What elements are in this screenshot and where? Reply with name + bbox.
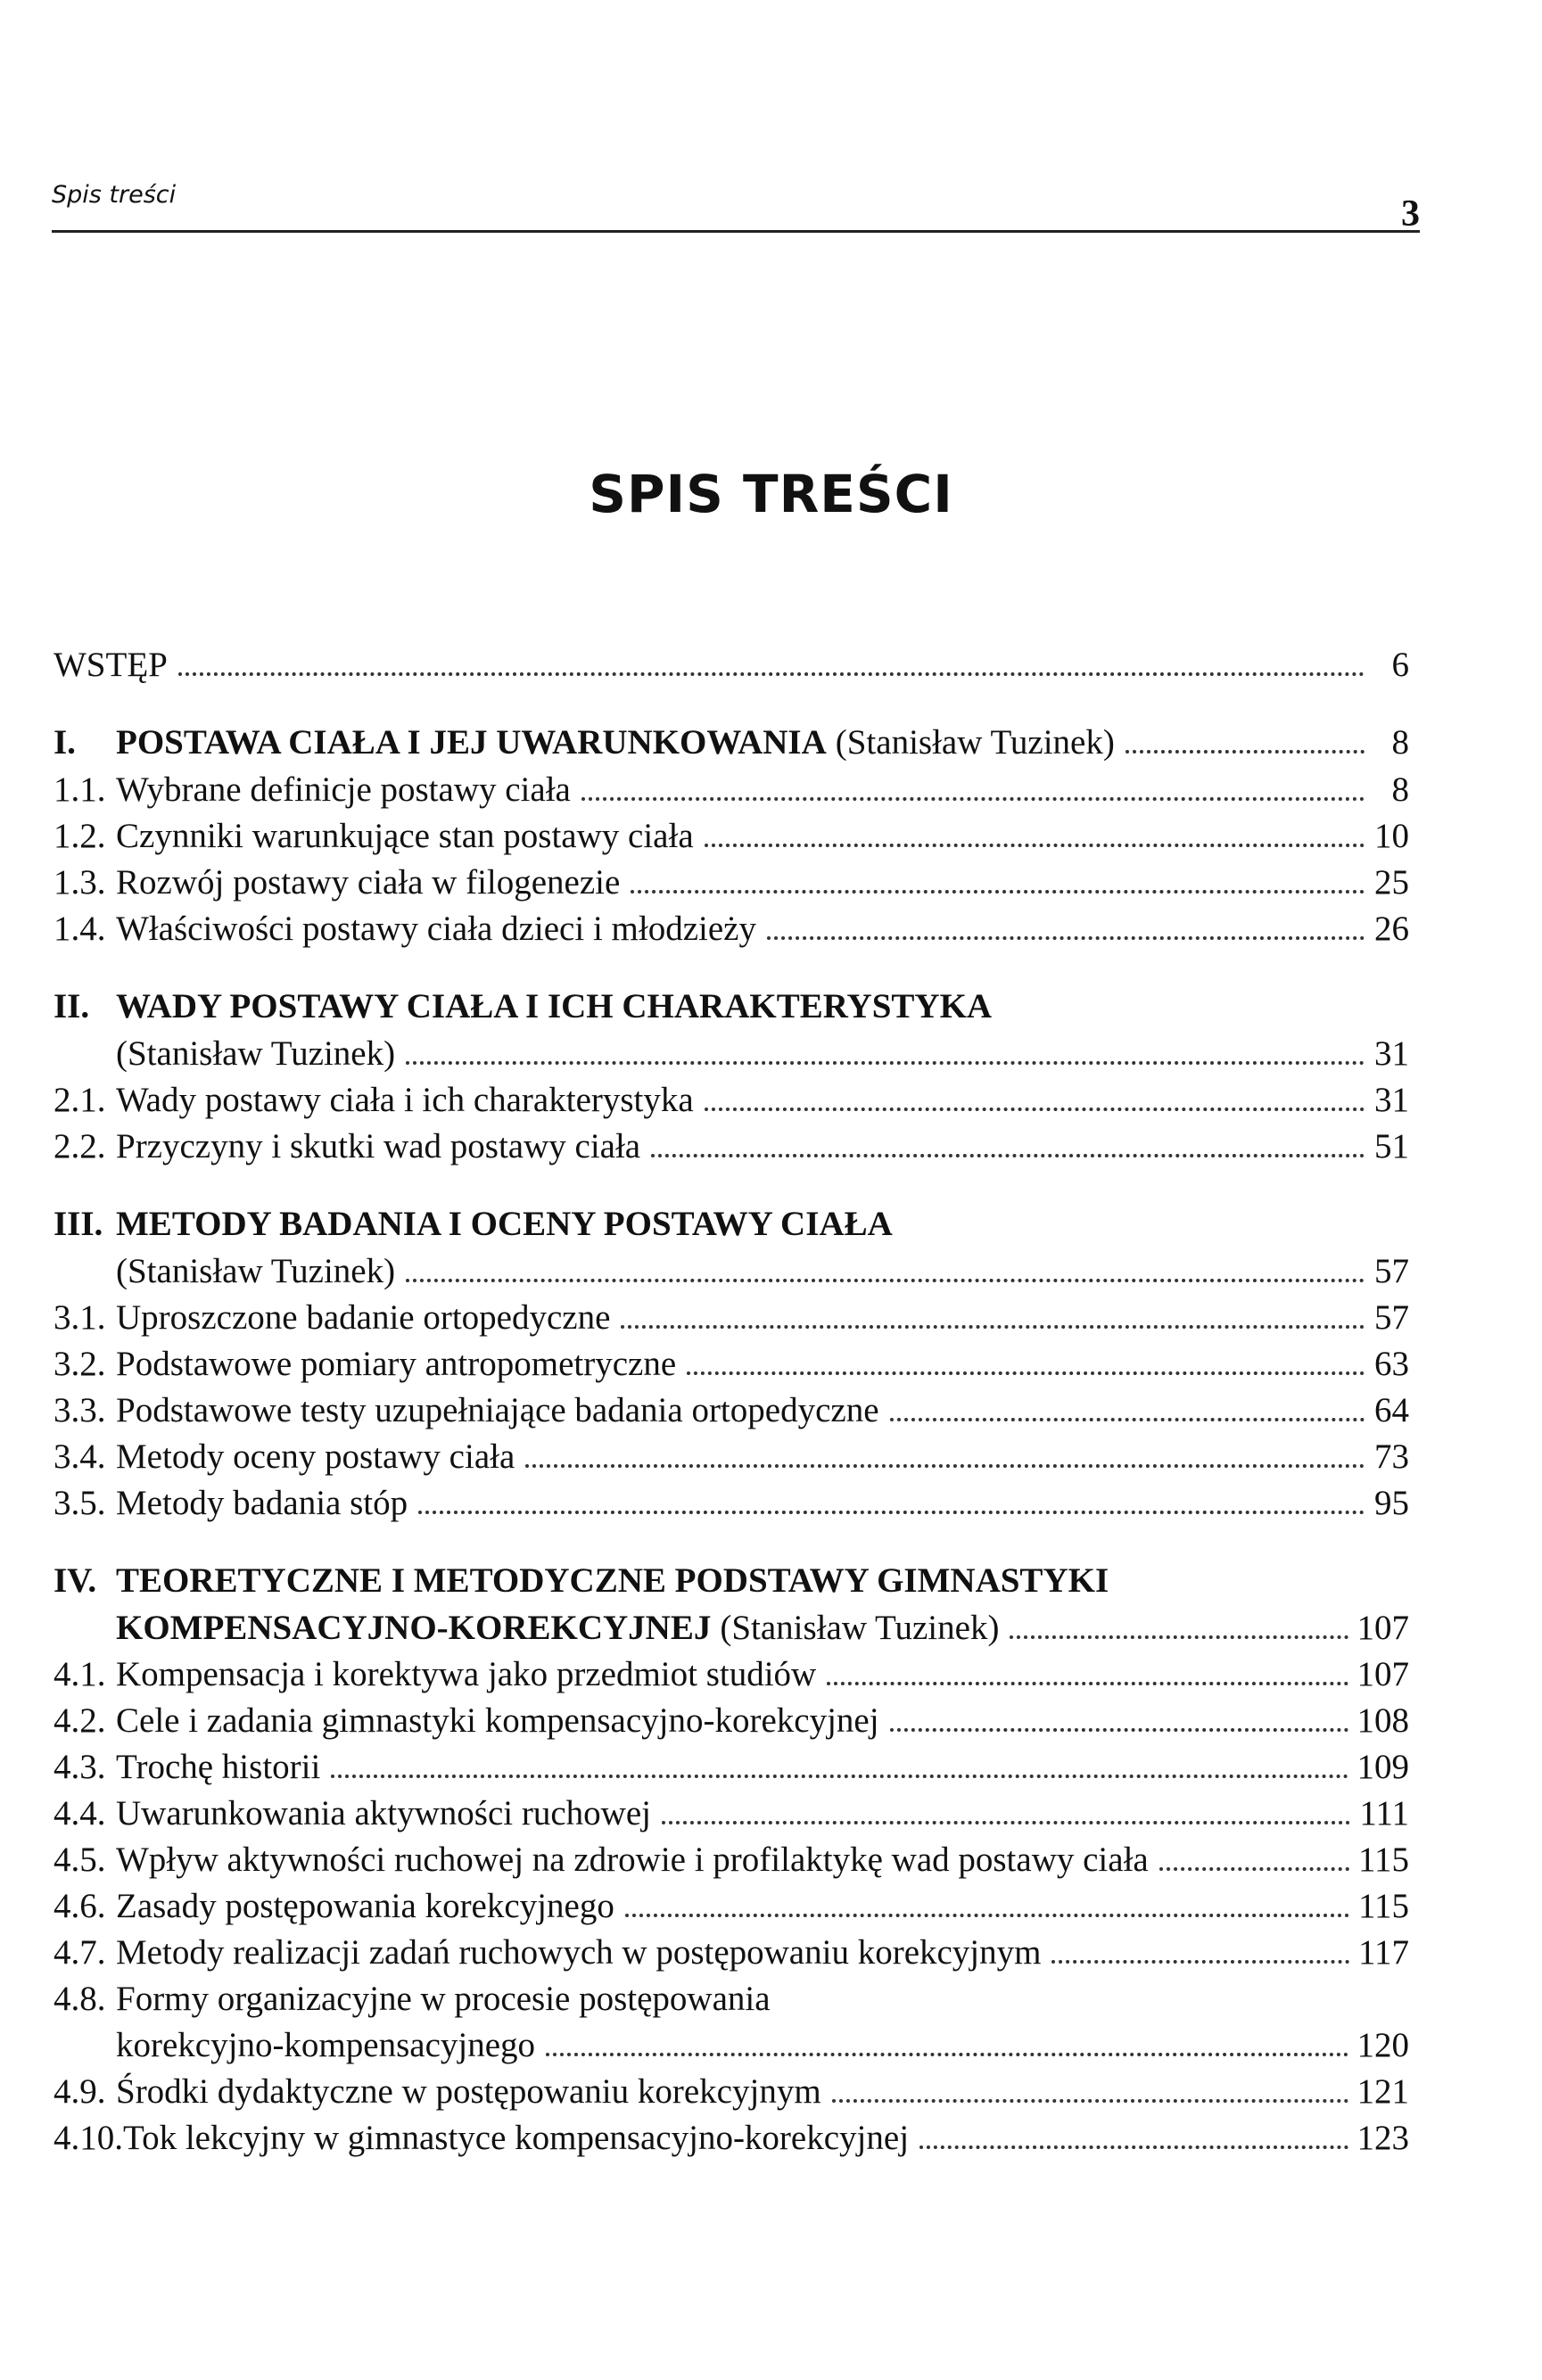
section-page: 10	[1374, 817, 1409, 855]
section-title-line2: korekcyjno-kompensacyjnego	[116, 2026, 536, 2064]
chapter-heading	[54, 1200, 1409, 1248]
leader-dots	[705, 844, 1365, 847]
section-title: Uwarunkowania aktywności ruchowej	[116, 1794, 651, 1832]
section-number: 4.3.	[54, 1748, 106, 1786]
toc-entry-page: 107	[1356, 1609, 1409, 1647]
leader-dots	[651, 1154, 1365, 1157]
section-page: 31	[1374, 1081, 1409, 1119]
section-number: 1.4.	[54, 910, 106, 948]
running-title: Spis treści	[52, 181, 177, 209]
chapter-author: (Stanisław Tuzinek)	[720, 1609, 1000, 1647]
section-number: 4.1.	[54, 1655, 106, 1693]
toc-section	[54, 906, 1409, 952]
section-page: 111	[1359, 1794, 1409, 1832]
section-title: Zasady postępowania korekcyjnego	[116, 1887, 614, 1925]
section-page: 108	[1356, 1701, 1409, 1740]
section-page: 121	[1356, 2072, 1409, 2111]
section-page: 115	[1357, 1887, 1409, 1925]
chapter-title: TEORETYCZNE I METODYCZNE PODSTAWY GIMNASTYKI	[116, 1561, 1109, 1600]
section-number: 4.6.	[54, 1887, 106, 1925]
leader-dots	[631, 890, 1365, 894]
section-page: 123	[1356, 2119, 1409, 2157]
toc-chapter-3	[54, 1200, 1409, 1527]
section-page: 57	[1374, 1298, 1409, 1337]
section-title: Przyczyny i skutki wad postawy ciała	[116, 1127, 641, 1165]
toc-entry-page: 57	[1374, 1252, 1409, 1290]
toc-entry	[54, 642, 1409, 688]
toc-section	[54, 1698, 1409, 1744]
toc-section	[54, 2115, 1409, 2162]
chapter-author-line	[54, 1031, 1409, 1077]
section-title: Tok lekcyjny w gimnastyce kompensacyjno-korekcyjnej	[123, 2119, 910, 2157]
section-title: Kompensacja i korektywa jako przedmiot studiów	[116, 1655, 817, 1693]
toc-section-continued	[54, 2022, 1409, 2069]
toc-entry-title: WSTĘP	[54, 646, 168, 684]
leader-dots	[890, 1728, 1348, 1732]
toc-section	[54, 1077, 1409, 1124]
section-title: Podstawowe testy uzupełniające badania ortopedyczne	[116, 1391, 879, 1429]
section-title: Metody realizacji zadań ruchowych w postępowaniu korekcyjnym	[116, 1933, 1042, 1972]
leader-dots	[1126, 750, 1365, 754]
page-number: 3	[1401, 194, 1420, 235]
section-number: 2.1.	[54, 1081, 106, 1119]
leader-dots	[546, 2053, 1348, 2056]
leader-dots	[1010, 1635, 1348, 1639]
section-number: 4.10.	[54, 2119, 123, 2157]
section-title: Formy organizacyjne w procesie postępowania	[116, 1980, 771, 2018]
section-number: 4.7.	[54, 1933, 106, 1972]
chapter-number: III.	[54, 1205, 103, 1243]
leader-dots	[662, 1821, 1350, 1824]
toc-chapter-1	[54, 719, 1409, 952]
toc-section	[54, 860, 1409, 906]
section-page: 8	[1391, 770, 1409, 809]
toc-section	[54, 1791, 1409, 1837]
section-number: 3.3.	[54, 1391, 106, 1429]
toc-section	[54, 1295, 1409, 1341]
chapter-number: IV.	[54, 1561, 97, 1600]
toc-section	[54, 1124, 1409, 1170]
chapter-number: I.	[54, 723, 76, 762]
chapter-number: II.	[54, 987, 90, 1025]
toc-section	[54, 1341, 1409, 1388]
leader-dots	[705, 1108, 1365, 1111]
toc-section	[54, 1434, 1409, 1480]
section-number: 2.2.	[54, 1127, 106, 1165]
leader-dots	[178, 672, 1365, 676]
section-title: Metody oceny postawy ciała	[116, 1437, 515, 1476]
page-title: SPIS TREŚCI	[589, 464, 953, 524]
section-number: 1.2.	[54, 817, 106, 855]
section-number: 1.3.	[54, 863, 106, 902]
section-title: Podstawowe pomiary antropometryczne	[116, 1345, 677, 1383]
leader-dots	[331, 1775, 1348, 1778]
section-title: Wybrane definicje postawy ciała	[116, 770, 571, 809]
leader-dots	[406, 1061, 1365, 1065]
chapter-title: WADY POSTAWY CIAŁA I ICH CHARAKTERYSTYKA	[116, 987, 993, 1025]
section-page: 107	[1356, 1655, 1409, 1693]
section-page: 25	[1374, 863, 1409, 902]
section-title: Rozwój postawy ciała w filogenezie	[116, 863, 621, 902]
leader-dots	[832, 2099, 1348, 2103]
toc-section	[54, 1480, 1409, 1527]
chapter-heading	[54, 719, 1409, 767]
section-page: 117	[1357, 1933, 1409, 1972]
toc-section	[54, 1930, 1409, 1976]
table-of-contents	[54, 642, 1409, 2192]
section-page: 120	[1356, 2026, 1409, 2064]
leader-dots	[890, 1418, 1365, 1421]
chapter-title: POSTAWA CIAŁA I JEJ UWARUNKOWANIA	[116, 723, 827, 762]
toc-section	[54, 1837, 1409, 1883]
toc-section	[54, 1883, 1409, 1930]
toc-entry-page: 6	[1391, 646, 1409, 684]
leader-dots	[1051, 1960, 1348, 1964]
toc-section	[54, 1651, 1409, 1698]
leader-dots	[621, 1325, 1365, 1329]
section-number: 3.2.	[54, 1345, 106, 1383]
section-number: 4.9.	[54, 2072, 106, 2111]
toc-section	[54, 1976, 1409, 2022]
toc-section	[54, 1388, 1409, 1434]
leader-dots	[581, 797, 1365, 801]
section-title: Środki dydaktyczne w postępowaniu korekcyjnym	[116, 2072, 821, 2111]
leader-dots	[625, 1914, 1349, 1917]
section-number: 1.1.	[54, 770, 106, 809]
page-header	[52, 175, 1420, 233]
toc-chapter-2	[54, 983, 1409, 1170]
chapter-heading	[54, 1557, 1409, 1605]
leader-dots	[687, 1371, 1365, 1375]
section-page: 73	[1374, 1437, 1409, 1476]
section-title: Wpływ aktywności ruchowej na zdrowie i profilaktykę wad postawy ciała	[116, 1841, 1149, 1879]
chapter-title-line2: KOMPENSACYJNO-KOREKCYJNEJ	[116, 1609, 712, 1647]
chapter-author-line	[54, 1248, 1409, 1295]
section-page: 64	[1374, 1391, 1409, 1429]
section-number: 4.5.	[54, 1841, 106, 1879]
chapter-author: (Stanisław Tuzinek)	[116, 1034, 396, 1073]
section-title: Cele i zadania gimnastyki kompensacyjno-korekcyjnej	[116, 1701, 879, 1740]
toc-entry-page: 8	[1391, 723, 1409, 762]
toc-intro	[54, 642, 1409, 688]
toc-chapter-4	[54, 1557, 1409, 2162]
leader-dots	[827, 1682, 1348, 1685]
toc-section	[54, 1744, 1409, 1791]
leader-dots	[418, 1511, 1365, 1514]
section-number: 4.4.	[54, 1794, 106, 1832]
toc-section	[54, 813, 1409, 860]
section-title: Trochę historii	[116, 1748, 321, 1786]
leader-dots	[525, 1464, 1365, 1468]
section-title: Właściwości postawy ciała dzieci i młodzieży	[116, 910, 756, 948]
section-number: 4.2.	[54, 1701, 106, 1740]
toc-entry-page: 31	[1374, 1034, 1409, 1073]
leader-dots	[1159, 1867, 1349, 1871]
toc-section	[54, 767, 1409, 813]
section-page: 95	[1374, 1484, 1409, 1522]
chapter-author: (Stanisław Tuzinek)	[835, 723, 1115, 762]
section-number: 3.1.	[54, 1298, 106, 1337]
section-number: 3.4.	[54, 1437, 106, 1476]
section-title: Metody badania stóp	[116, 1484, 408, 1522]
leader-dots	[406, 1279, 1365, 1282]
section-number: 4.8.	[54, 1980, 106, 2018]
section-page: 109	[1356, 1748, 1409, 1786]
section-page: 26	[1374, 910, 1409, 948]
section-title: Uproszczone badanie ortopedyczne	[116, 1298, 611, 1337]
section-title: Wady postawy ciała i ich charakterystyka	[116, 1081, 694, 1119]
section-page: 63	[1374, 1345, 1409, 1383]
leader-dots	[767, 936, 1365, 940]
leader-dots	[919, 2145, 1348, 2149]
section-page: 51	[1374, 1127, 1409, 1165]
toc-section	[54, 2069, 1409, 2115]
chapter-heading-continued	[54, 1605, 1409, 1651]
chapter-title: METODY BADANIA I OCENY POSTAWY CIAŁA	[116, 1205, 893, 1243]
section-number: 3.5.	[54, 1484, 106, 1522]
chapter-heading	[54, 983, 1409, 1031]
chapter-author: (Stanisław Tuzinek)	[116, 1252, 396, 1290]
section-page: 115	[1357, 1841, 1409, 1879]
section-title: Czynniki warunkujące stan postawy ciała	[116, 817, 694, 855]
